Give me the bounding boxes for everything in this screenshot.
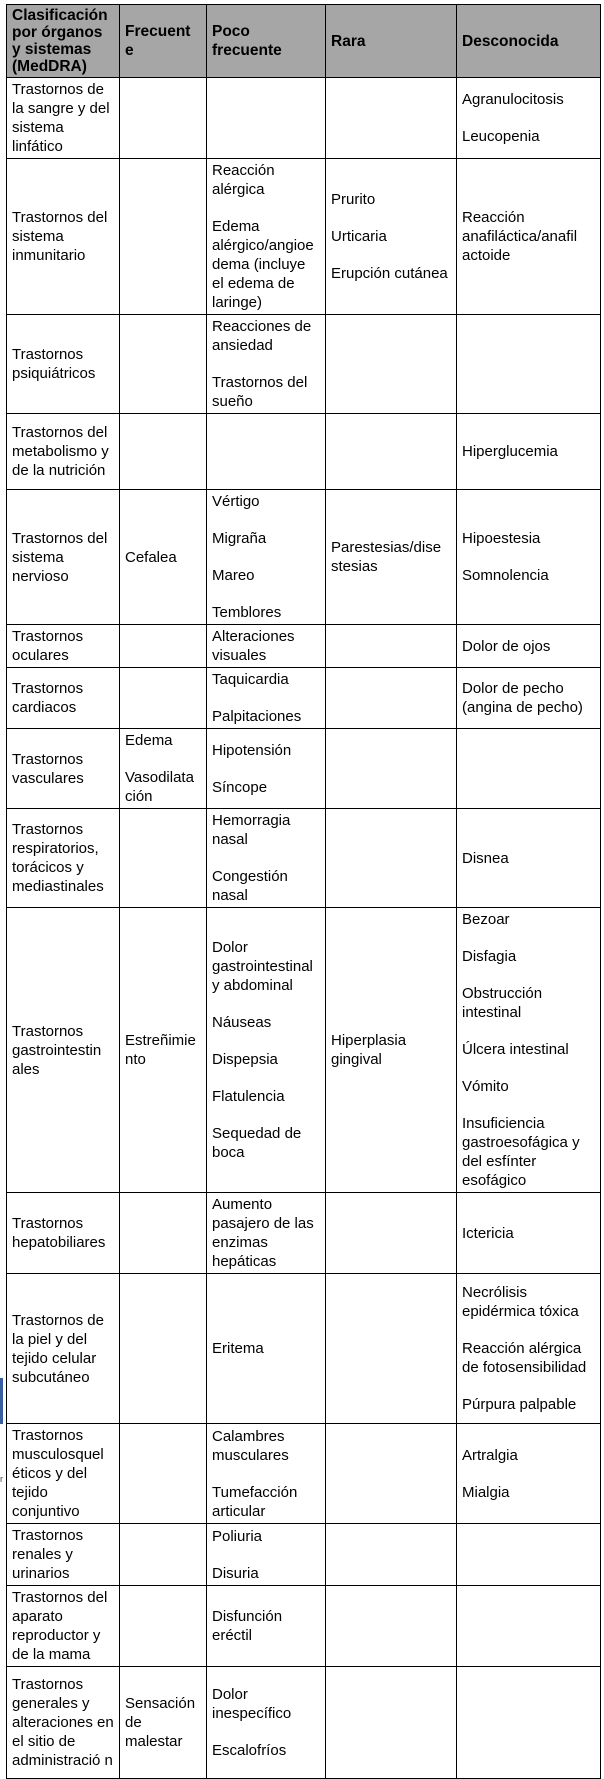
reaction-item: Disfunción eréctil <box>212 1608 283 1644</box>
reaction-item: Vértigo <box>212 493 260 510</box>
reaction-item: Somnolencia <box>462 567 549 584</box>
cell-frecuente <box>120 159 207 315</box>
cell-poco-frecuente <box>207 78 326 159</box>
header-row <box>7 5 601 78</box>
cell-rara <box>326 625 457 668</box>
margin-mark: r <box>0 1474 3 1484</box>
reaction-item: Hipotensión <box>212 741 292 759</box>
cell-poco-frecuente <box>207 1193 326 1274</box>
table-row <box>7 1424 601 1524</box>
reaction-item: Cefalea <box>125 548 177 566</box>
reaction-item: Prurito <box>331 191 376 208</box>
cell-desconocida <box>457 159 601 315</box>
reaction-item: Hiperplasia gingival <box>331 1032 407 1068</box>
reaction-item: Dispepsia <box>212 1051 278 1068</box>
cell-desconocida <box>457 668 601 729</box>
cell-poco-frecuente <box>207 414 326 490</box>
cell-rara <box>326 729 457 809</box>
reaction-item: Obstrucción intestinal <box>462 985 543 1021</box>
cell-desconocida <box>457 1193 601 1274</box>
reaction-item: Leucopenia <box>462 128 540 145</box>
cell-frecuente <box>120 625 207 668</box>
reaction-item: Sensación de malestar <box>125 1695 196 1750</box>
reaction-item: Síncope <box>212 778 268 796</box>
cell-soc: Trastornos del metabolismo y de la nutrición <box>7 414 120 490</box>
cell-poco-frecuente <box>207 668 326 729</box>
reaction-item: Dolor de ojos <box>462 637 551 655</box>
reaction-item: Temblores <box>212 604 282 621</box>
cell-desconocida <box>457 1524 601 1586</box>
reaction-item: Bezoar <box>462 911 510 928</box>
cell-frecuente <box>120 78 207 159</box>
reaction-item: Náuseas <box>212 1014 272 1031</box>
cell-frecuente <box>120 1193 207 1274</box>
reaction-item: Dolor de pecho (angina de pecho) <box>462 680 583 716</box>
cell-rara <box>326 1667 457 1779</box>
margin-bar <box>0 1378 3 1424</box>
cell-rara <box>326 1424 457 1524</box>
cell-frecuente <box>120 729 207 809</box>
cell-rara <box>326 1586 457 1667</box>
reaction-item: Vómito <box>462 1078 509 1095</box>
reaction-item: Necrólisis epidérmica tóxica <box>462 1284 579 1320</box>
cell-rara <box>326 490 457 625</box>
cell-frecuente <box>120 1524 207 1586</box>
cell-frecuente <box>120 1667 207 1779</box>
cell-soc: Trastornos del aparato reproductor y de la mama <box>7 1586 120 1667</box>
cell-desconocida <box>457 78 601 159</box>
reaction-item: Calambres musculares <box>212 1427 289 1464</box>
reaction-item: Hiperglucemia <box>462 443 558 460</box>
cell-desconocida <box>457 729 601 809</box>
reaction-item: Edema alérgico/angioe dema (incluye el edema de laringe) <box>212 218 314 311</box>
cell-desconocida <box>457 414 601 490</box>
cell-desconocida <box>457 1586 601 1667</box>
cell-desconocida <box>457 1424 601 1524</box>
cell-desconocida <box>457 490 601 625</box>
table-row <box>7 490 601 625</box>
reaction-item: Palpitaciones <box>212 708 302 725</box>
cell-desconocida <box>457 625 601 668</box>
header-frecuente: Frecuent e <box>120 5 207 78</box>
cell-soc: Trastornos vasculares <box>7 729 120 809</box>
reaction-item: Alteraciones visuales <box>212 628 295 664</box>
cell-frecuente <box>120 668 207 729</box>
table-row <box>7 1193 601 1274</box>
table-row <box>7 809 601 908</box>
table-row <box>7 315 601 414</box>
adverse-reactions-table <box>6 4 601 1779</box>
reaction-item: Flatulencia <box>212 1088 285 1105</box>
cell-soc: Trastornos generales y alteraciones en el sitio de administració n <box>7 1667 120 1779</box>
reaction-item: Urticaria <box>331 228 387 245</box>
cell-soc: Trastornos psiquiátricos <box>7 315 120 414</box>
table-body <box>7 78 601 1779</box>
cell-rara <box>326 1193 457 1274</box>
table-row <box>7 159 601 315</box>
cell-frecuente <box>120 809 207 908</box>
cell-frecuente <box>120 1424 207 1524</box>
reaction-item: Poliuria <box>212 1527 263 1545</box>
table-row <box>7 1274 601 1424</box>
reaction-item: Ictericia <box>462 1224 514 1242</box>
header-rara: Rara <box>326 5 457 78</box>
reaction-item: Aumento pasajero de las enzimas hepáticas <box>212 1196 314 1270</box>
cell-soc: Trastornos del sistema nervioso <box>7 490 120 625</box>
cell-soc: Trastornos hepatobiliares <box>7 1193 120 1274</box>
cell-rara <box>326 315 457 414</box>
reaction-item: Escalofríos <box>212 1742 287 1759</box>
reaction-item: Hipoestesia <box>462 530 541 547</box>
cell-soc: Trastornos musculosquel éticos y del tejido conjuntivo <box>7 1424 120 1524</box>
reaction-item: Agranulocitosis <box>462 91 564 108</box>
adverse-reactions-table-wrapper <box>6 4 600 1779</box>
cell-frecuente <box>120 1586 207 1667</box>
reaction-item: Taquicardia <box>212 671 289 688</box>
reaction-item: Insuficiencia gastroesofágica y del esfínter esofágico <box>462 1115 580 1189</box>
reaction-item: Artralgia <box>462 1446 518 1464</box>
header-poco-frecuente: Poco frecuente <box>207 5 326 78</box>
reaction-item: Disuria <box>212 1564 259 1582</box>
cell-soc: Trastornos de la sangre y del sistema linfático <box>7 78 120 159</box>
cell-rara <box>326 908 457 1193</box>
table-row <box>7 414 601 490</box>
table-row <box>7 78 601 159</box>
cell-poco-frecuente <box>207 159 326 315</box>
cell-poco-frecuente <box>207 625 326 668</box>
cell-desconocida <box>457 1667 601 1779</box>
reaction-item: Parestesias/dise stesias <box>331 539 442 575</box>
cell-soc: Trastornos del sistema inmunitario <box>7 159 120 315</box>
cell-soc: Trastornos de la piel y del tejido celular subcutáneo <box>7 1274 120 1424</box>
cell-frecuente <box>120 1274 207 1424</box>
cell-soc: Trastornos cardiacos <box>7 668 120 729</box>
table-row <box>7 1524 601 1586</box>
reaction-item: Dolor inespecífico <box>212 1686 292 1722</box>
cell-poco-frecuente <box>207 1667 326 1779</box>
reaction-item: Reacción alérgica <box>212 162 275 198</box>
cell-frecuente <box>120 490 207 625</box>
cell-frecuente <box>120 908 207 1193</box>
cell-poco-frecuente <box>207 729 326 809</box>
cell-soc: Trastornos respiratorios, torácicos y mediastinales <box>7 809 120 908</box>
reaction-item: Púrpura palpable <box>462 1396 577 1413</box>
table-row <box>7 668 601 729</box>
reaction-item: Estreñimie nto <box>125 1032 196 1068</box>
cell-rara <box>326 668 457 729</box>
cell-rara <box>326 414 457 490</box>
header-soc: Clasificación por órganos y sistemas (MedDRA) <box>7 5 120 78</box>
cell-rara <box>326 1524 457 1586</box>
cell-frecuente <box>120 414 207 490</box>
cell-poco-frecuente <box>207 809 326 908</box>
reaction-item: Hemorragia nasal <box>212 812 291 848</box>
cell-desconocida <box>457 908 601 1193</box>
cell-rara <box>326 159 457 315</box>
reaction-item: Vasodilata ción <box>125 769 194 805</box>
cell-poco-frecuente <box>207 1524 326 1586</box>
cell-poco-frecuente <box>207 908 326 1193</box>
reaction-item: Dolor gastrointestinal y abdominal <box>212 939 313 994</box>
header-desconocida: Desconocida <box>457 5 601 78</box>
cell-desconocida <box>457 809 601 908</box>
cell-poco-frecuente <box>207 315 326 414</box>
cell-rara <box>326 78 457 159</box>
cell-poco-frecuente <box>207 1274 326 1424</box>
reaction-item: Erupción cutánea <box>331 265 448 282</box>
table-row <box>7 625 601 668</box>
reaction-item: Mareo <box>212 567 255 584</box>
table-row <box>7 1667 601 1779</box>
cell-rara <box>326 809 457 908</box>
reaction-item: Edema <box>125 732 173 749</box>
reaction-item: Reacción anafiláctica/anafil actoide <box>462 209 578 264</box>
cell-soc: Trastornos oculares <box>7 625 120 668</box>
reaction-item: Tumefacción articular <box>212 1483 298 1520</box>
reaction-item: Sequedad de boca <box>212 1125 302 1161</box>
cell-rara <box>326 1274 457 1424</box>
table-row <box>7 908 601 1193</box>
table-row <box>7 1586 601 1667</box>
reaction-item: Congestión nasal <box>212 868 288 904</box>
cell-frecuente <box>120 315 207 414</box>
table-row <box>7 729 601 809</box>
cell-poco-frecuente <box>207 1424 326 1524</box>
cell-soc: Trastornos renales y urinarios <box>7 1524 120 1586</box>
reaction-item: Trastornos del sueño <box>212 374 308 410</box>
cell-soc: Trastornos gastrointestin ales <box>7 908 120 1193</box>
cell-poco-frecuente <box>207 490 326 625</box>
reaction-item: Migraña <box>212 530 267 547</box>
cell-poco-frecuente <box>207 1586 326 1667</box>
reaction-item: Úlcera intestinal <box>462 1041 569 1058</box>
reaction-item: Reacciones de ansiedad <box>212 318 312 354</box>
reaction-item: Disnea <box>462 849 509 867</box>
reaction-item: Eritema <box>212 1340 264 1357</box>
reaction-item: Disfagia <box>462 948 517 965</box>
cell-desconocida <box>457 1274 601 1424</box>
reaction-item: Mialgia <box>462 1483 510 1501</box>
reaction-item: Reacción alérgica de fotosensibilidad <box>462 1340 587 1376</box>
cell-desconocida <box>457 315 601 414</box>
